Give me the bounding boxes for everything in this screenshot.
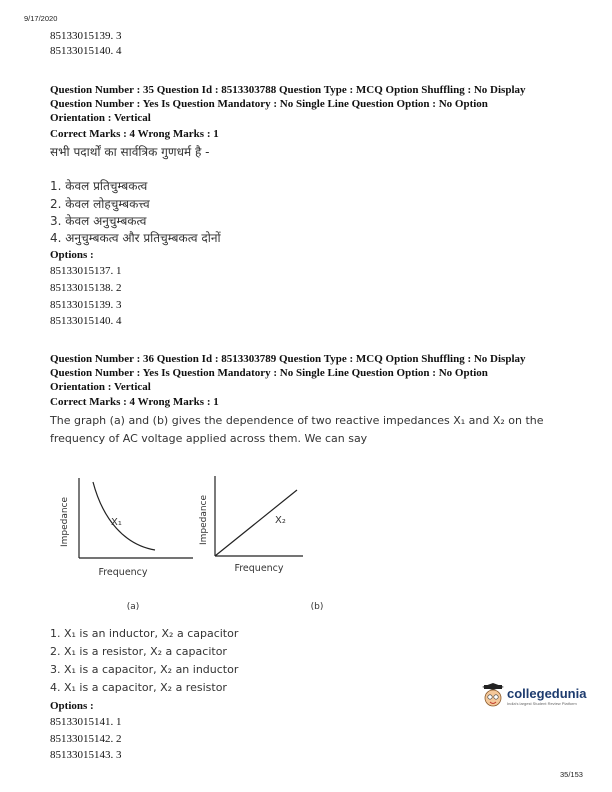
q35-option-1: 85133015137. 1	[50, 265, 122, 277]
q36-meta-line1: Question Number : 36 Question Id : 8513303789 Question Type : MCQ Option Shuffling : No Display	[50, 353, 526, 365]
q35-choice-1: 1. केवल प्रतिचुम्बकत्व	[50, 179, 148, 193]
logo-tagline: India's largest Student Review Platform	[507, 701, 577, 706]
logo-name: collegedunia	[507, 686, 587, 701]
q36-option-2: 85133015142. 2	[50, 733, 122, 745]
q36-choice-4: 4. X₁ is a capacitor, X₂ a resistor	[50, 681, 227, 694]
q35-option-2: 85133015138. 2	[50, 282, 122, 294]
q36-choice-2: 2. X₁ is a resistor, X₂ a capacitor	[50, 645, 227, 658]
graph-a-curve	[93, 482, 155, 550]
q35-marks: Correct Marks : 4 Wrong Marks : 1	[50, 128, 219, 140]
q35-choice-3: 3. केवल अनुचुम्बकत्व	[50, 214, 147, 228]
q36-meta-line3: Orientation : Vertical	[50, 381, 151, 393]
graph-b-xlabel: Frequency	[234, 563, 284, 574]
q36-meta-line2: Question Number : Yes Is Question Mandatory : No Single Line Question Option : No Option	[50, 367, 488, 379]
q35-choice-4: 4. अनुचुम्बकत्व और प्रतिचुम्बकत्व दोनों	[50, 231, 221, 245]
q36-choice-3: 3. X₁ is a capacitor, X₂ an inductor	[50, 663, 239, 676]
prev-option-1: 85133015139. 3	[50, 30, 122, 42]
q36-stem-line2: frequency of AC voltage applied across them. We can say	[50, 432, 368, 445]
graph-a-xlabel: Frequency	[98, 567, 148, 578]
mascot-icon	[482, 683, 504, 709]
q35-option-3: 85133015139. 3	[50, 299, 122, 311]
graph-a-caption: (a)	[126, 602, 140, 612]
page-number: 35/153	[560, 770, 583, 779]
q36-choice-1: 1. X₁ is an inductor, X₂ a capacitor	[50, 627, 239, 640]
q36-stem-line1: The graph (a) and (b) gives the dependence of two reactive impedances X₁ and X₂ on the	[50, 414, 544, 427]
graph-b-ylabel: Impedance	[199, 494, 209, 546]
q35-meta-line1: Question Number : 35 Question Id : 8513303788 Question Type : MCQ Option Shuffling : No Display	[50, 84, 526, 96]
q36-option-1: 85133015141. 1	[50, 716, 122, 728]
prev-option-2: 85133015140. 4	[50, 45, 122, 57]
graph-a	[55, 470, 205, 620]
q35-option-4: 85133015140. 4	[50, 315, 122, 327]
graph-b-caption: (b)	[310, 602, 324, 612]
graph-a-ylabel: Impedance	[60, 496, 70, 548]
q35-choice-2: 2. केवल लोहचुम्बकत्त्व	[50, 197, 150, 211]
q36-option-3: 85133015143. 3	[50, 749, 122, 761]
graph-b	[195, 470, 345, 620]
q35-options-label: Options :	[50, 249, 94, 261]
q35-meta-line2: Question Number : Yes Is Question Mandatory : No Single Line Question Option : No Option	[50, 98, 488, 110]
q35-stem: सभी पदार्थों का सार्वत्रिक गुणधर्म है -	[50, 145, 210, 159]
q36-marks: Correct Marks : 4 Wrong Marks : 1	[50, 396, 219, 408]
q36-options-label: Options :	[50, 700, 94, 712]
graph-b-curve-label: X₂	[275, 515, 286, 526]
collegedunia-logo	[482, 683, 586, 709]
print-date: 9/17/2020	[24, 14, 58, 23]
graph-a-curve-label: X₁	[111, 517, 122, 528]
q35-meta-line3: Orientation : Vertical	[50, 112, 151, 124]
